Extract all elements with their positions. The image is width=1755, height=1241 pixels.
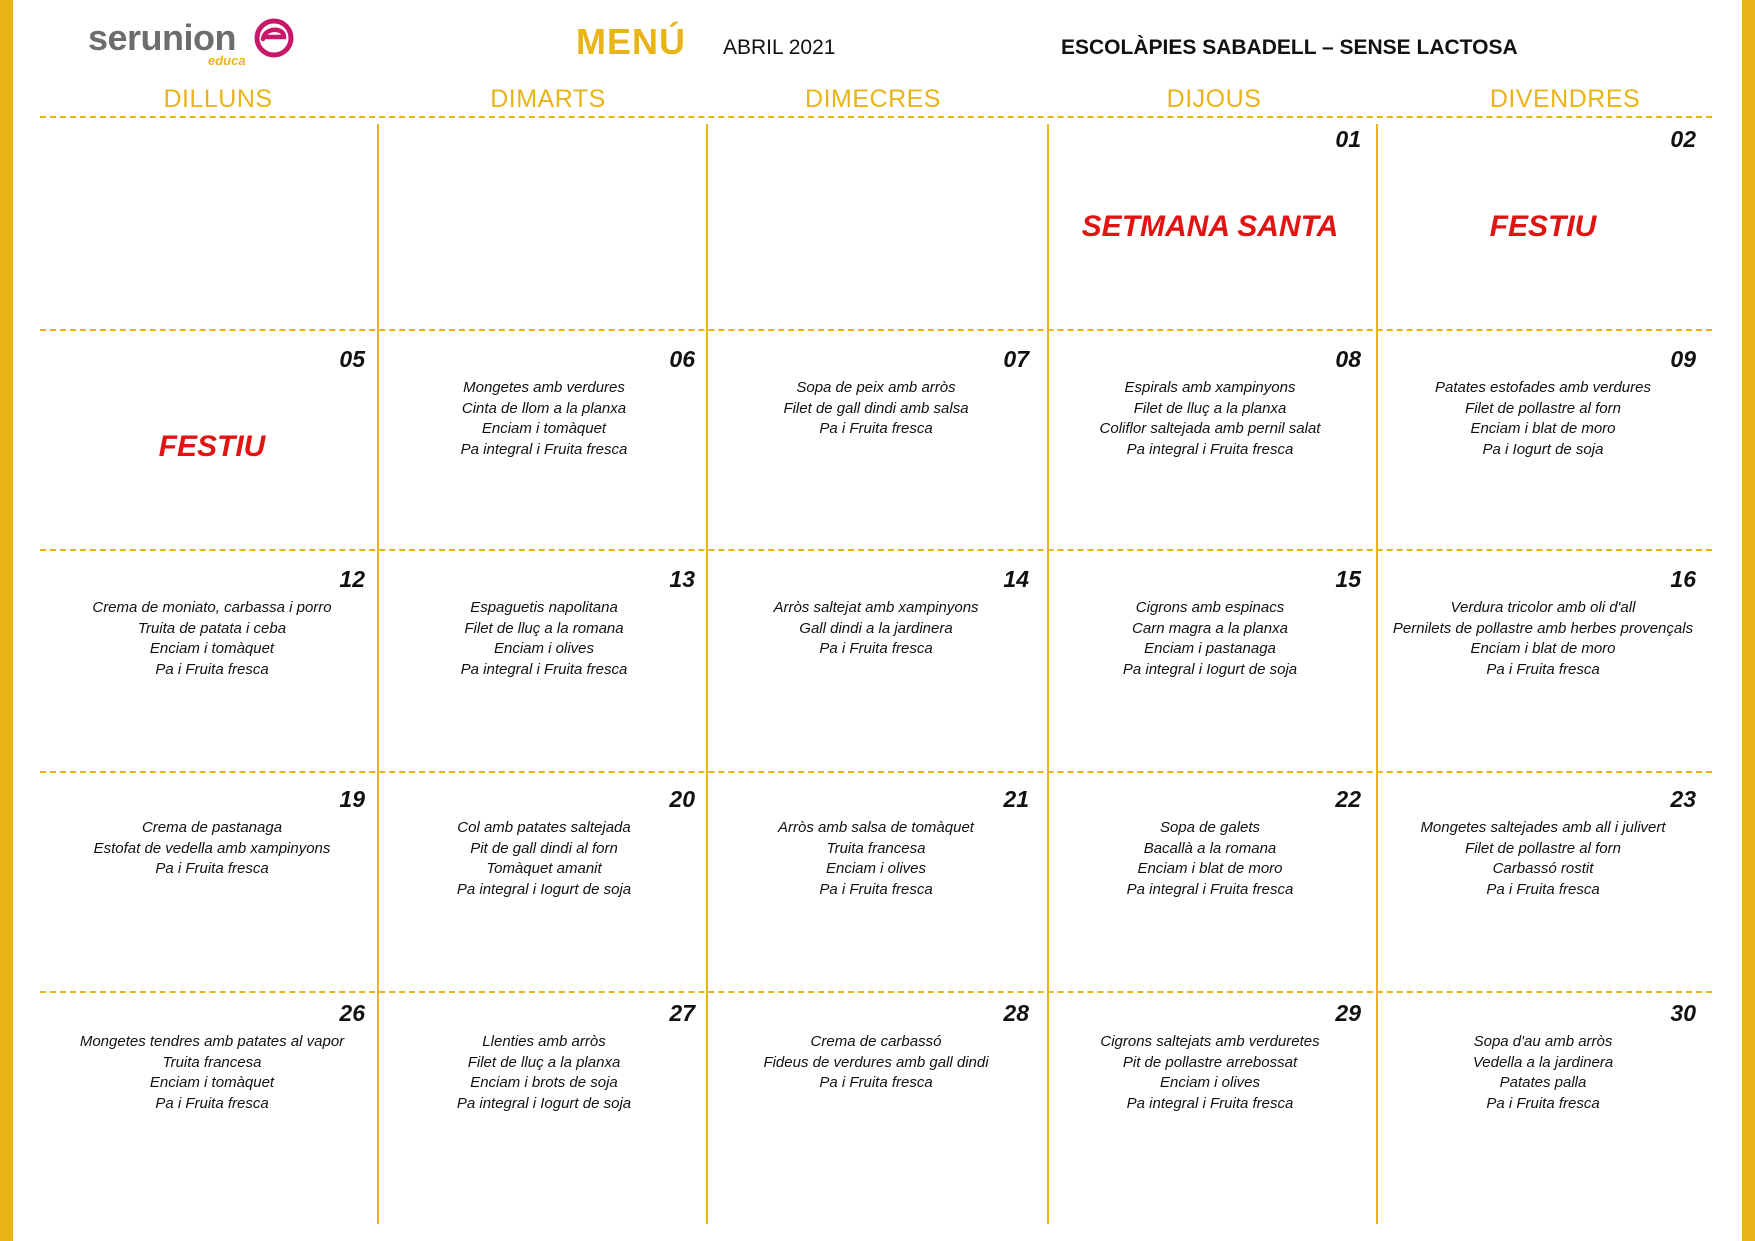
holiday-label: SETMANA SANTA [1081, 210, 1339, 243]
menu-items [381, 598, 707, 680]
menu-item: Pit de pollastre arrebossat [1122, 1053, 1298, 1071]
menu-date: ABRIL 2021 [723, 36, 836, 59]
menu-item: Col amb patates saltejada [457, 819, 631, 836]
menu-item: Verdura tricolor amb oli d'all [1450, 599, 1636, 616]
menu-item: Enciam i tomàquet [481, 420, 607, 437]
menu-items [711, 1032, 1041, 1094]
menu-item: Sopa d'au amb arròs [1473, 1033, 1613, 1050]
menu-item: Filet de lluç a la planxa [1133, 399, 1287, 417]
menu-items [47, 598, 377, 680]
menu-item: Pa i Fruita fresca [155, 1094, 269, 1112]
day-cell-02 [1378, 118, 1708, 336]
menu-item: Pernilets de pollastre amb herbes provençals [1392, 619, 1694, 637]
menu-item: Pa i Fruita fresca [819, 1074, 933, 1091]
menu-item: Pa i Fruita fresca [819, 420, 933, 437]
holiday-label: FESTIU [158, 430, 266, 463]
day-number: 21 [1003, 786, 1029, 812]
day-header-divendres: DIVENDRES [1489, 85, 1641, 113]
day-cell-26 [47, 992, 377, 1210]
menu-item: Filet de gall dindi amb salsa [783, 399, 969, 417]
day-cell-15 [1047, 558, 1373, 776]
day-number: 30 [1670, 1000, 1696, 1026]
day-number: 13 [669, 566, 695, 592]
menu-item: Pa integral i Fruita fresca [460, 660, 628, 678]
day-number: 28 [1003, 1000, 1029, 1026]
menu-item: Filet de pollastre al forn [1465, 839, 1621, 857]
menu-items [381, 1032, 707, 1114]
menu-item: Arròs amb salsa de tomàquet [778, 819, 974, 836]
menu-item: Pa integral i Iogurt de soja [456, 880, 632, 898]
menu-item: Crema de carbassó [810, 1033, 942, 1050]
day-cell-14 [711, 558, 1041, 776]
day-number: 07 [1003, 346, 1029, 372]
day-number: 05 [339, 346, 365, 372]
day-number: 08 [1335, 346, 1361, 372]
menu-item: Mongetes saltejades amb all i julivert [1420, 819, 1666, 836]
day-cell-12 [47, 558, 377, 776]
day-cell-01 [1047, 118, 1373, 336]
menu-item: Mongetes tendres amb patates al vapor [79, 1033, 345, 1050]
day-cell-29 [1047, 992, 1373, 1210]
menu-item: Pa integral i Iogurt de soja [1122, 660, 1298, 678]
day-cell-19 [47, 778, 377, 996]
menu-item: Patates palla [1499, 1074, 1587, 1091]
menu-items [711, 378, 1041, 440]
menu-item: Enciam i tomàquet [149, 640, 275, 657]
day-cell-21 [711, 778, 1041, 996]
menu-item: Cigrons amb espinacs [1135, 599, 1285, 616]
day-cell-22 [1047, 778, 1373, 996]
menu-items [1378, 378, 1708, 460]
menu-item: Pa i Fruita fresca [819, 880, 933, 898]
menu-item: Enciam i blat de moro [1137, 860, 1283, 877]
menu-items [1047, 1032, 1373, 1114]
menu-item: Truita francesa [162, 1053, 262, 1071]
menu-item: Bacallà a la romana [1143, 839, 1277, 857]
menu-item: Filet de lluç a la planxa [467, 1053, 621, 1071]
day-header-dimarts: DIMARTS [490, 85, 606, 113]
day-number: 01 [1335, 126, 1361, 152]
menu-item: Sopa de galets [1159, 819, 1261, 836]
logo-wordmark: serunion [88, 17, 237, 58]
menu-item: Enciam i pastanaga [1144, 640, 1276, 657]
day-cell-08 [1047, 338, 1373, 556]
menu-item: Truita de patata i ceba [137, 619, 287, 637]
menu-title: MENÚ [576, 21, 686, 62]
day-number: 27 [669, 1000, 695, 1026]
day-cell-06 [381, 338, 707, 556]
day-cell-30 [1378, 992, 1708, 1210]
day-cell-empty [47, 118, 377, 336]
menu-item: Tomàquet amanit [486, 860, 602, 877]
menu-items [381, 818, 707, 900]
menu-item: Carn magra a la planxa [1132, 619, 1288, 637]
menu-item: Espaguetis napolitana [470, 599, 618, 616]
menu-item: Enciam i olives [493, 640, 595, 657]
menu-item: Gall dindi a la jardinera [799, 619, 953, 637]
day-number: 09 [1670, 346, 1696, 372]
day-cell-empty [381, 118, 707, 336]
menu-item: Estofat de vedella amb xampinyons [93, 839, 331, 857]
menu-item: Pit de gall dindi al forn [470, 839, 618, 857]
menu-item: Pa integral i Fruita fresca [1126, 880, 1294, 898]
menu-item: Pa i Fruita fresca [1486, 660, 1600, 678]
menu-item: Pa i Fruita fresca [1486, 880, 1600, 898]
menu-item: Espirals amb xampinyons [1124, 379, 1296, 396]
day-cell-23 [1378, 778, 1708, 996]
menu-item: Coliflor saltejada amb pernil salat [1099, 420, 1321, 437]
menu-item: Filet de lluç a la romana [464, 619, 624, 637]
menu-item: Pa i Fruita fresca [819, 640, 933, 657]
school-name: ESCOLÀPIES SABADELL – SENSE LACTOSA [1061, 36, 1518, 59]
menu-item: Crema de pastanaga [141, 819, 283, 836]
logo-swirl-icon [254, 18, 294, 58]
day-number: 22 [1335, 786, 1361, 812]
menu-item: Sopa de peix amb arròs [796, 379, 956, 396]
day-number: 02 [1670, 126, 1696, 152]
menu-item: Pa integral i Fruita fresca [1126, 440, 1294, 458]
menu-item: Enciam i blat de moro [1470, 420, 1616, 437]
day-cell-20 [381, 778, 707, 996]
menu-items [47, 818, 377, 880]
menu-item: Pa i Fruita fresca [155, 660, 269, 678]
day-cell-13 [381, 558, 707, 776]
menu-items [1047, 378, 1373, 460]
menu-item: Enciam i brots de soja [470, 1074, 618, 1091]
menu-items [1378, 1032, 1708, 1114]
menu-item: Pa integral i Fruita fresca [460, 440, 628, 458]
menu-item: Fideus de verdures amb gall dindi [763, 1053, 989, 1071]
menu-items [381, 378, 707, 460]
day-number: 16 [1670, 566, 1696, 592]
day-number: 12 [339, 566, 365, 592]
menu-item: Truita francesa [826, 839, 926, 857]
menu-item: Mongetes amb verdures [463, 379, 625, 396]
right-border-bar [1742, 0, 1755, 1241]
menu-items [1378, 598, 1708, 680]
day-cell-empty [711, 118, 1041, 336]
day-cell-05 [47, 338, 377, 556]
menu-items [1378, 818, 1708, 900]
menu-item: Llenties amb arròs [482, 1033, 606, 1050]
menu-items [711, 598, 1041, 660]
day-number: 14 [1003, 566, 1029, 592]
column-divider [377, 124, 379, 1224]
menu-items [47, 1032, 377, 1114]
menu-item: Carbassó rostit [1492, 860, 1594, 877]
day-cell-27 [381, 992, 707, 1210]
menu-item: Filet de pollastre al forn [1465, 399, 1621, 417]
logo-subtitle: educa [208, 53, 246, 68]
day-cell-16 [1378, 558, 1708, 776]
menu-item: Crema de moniato, carbassa i porro [92, 599, 332, 616]
menu-item: Vedella a la jardinera [1472, 1053, 1614, 1071]
left-border-bar [0, 0, 13, 1241]
menu-item: Arròs saltejat amb xampinyons [773, 599, 979, 616]
menu-item: Cigrons saltejats amb verduretes [1100, 1033, 1320, 1050]
menu-item: Patates estofades amb verdures [1435, 379, 1651, 396]
holiday-label: FESTIU [1489, 210, 1597, 243]
day-cell-07 [711, 338, 1041, 556]
day-header-dimecres: DIMECRES [805, 85, 941, 113]
day-header-dilluns: DILLUNS [163, 85, 273, 113]
menu-item: Enciam i blat de moro [1470, 640, 1616, 657]
menu-item: Enciam i tomàquet [149, 1074, 275, 1091]
menu-item: Enciam i olives [825, 860, 927, 877]
day-number: 15 [1335, 566, 1361, 592]
menu-items [1047, 598, 1373, 680]
day-number: 20 [669, 786, 695, 812]
menu-item: Pa integral i Fruita fresca [1126, 1094, 1294, 1112]
day-cell-28 [711, 992, 1041, 1210]
day-number: 19 [339, 786, 365, 812]
menu-item: Cinta de llom a la planxa [461, 399, 627, 417]
day-number: 26 [339, 1000, 365, 1026]
menu-item: Pa i Fruita fresca [1486, 1094, 1600, 1112]
day-cell-09 [1378, 338, 1708, 556]
menu-items [1047, 818, 1373, 900]
day-number: 06 [669, 346, 695, 372]
menu-items [711, 818, 1041, 900]
menu-item: Pa i Fruita fresca [155, 860, 269, 877]
menu-item: Pa i Iogurt de soja [1482, 440, 1604, 458]
day-header-dijous: DIJOUS [1166, 85, 1262, 113]
day-number: 29 [1335, 1000, 1361, 1026]
day-number: 23 [1670, 786, 1696, 812]
serunion-logo [88, 14, 298, 70]
menu-item: Enciam i olives [1159, 1074, 1261, 1091]
menu-item: Pa integral i Iogurt de soja [456, 1094, 632, 1112]
